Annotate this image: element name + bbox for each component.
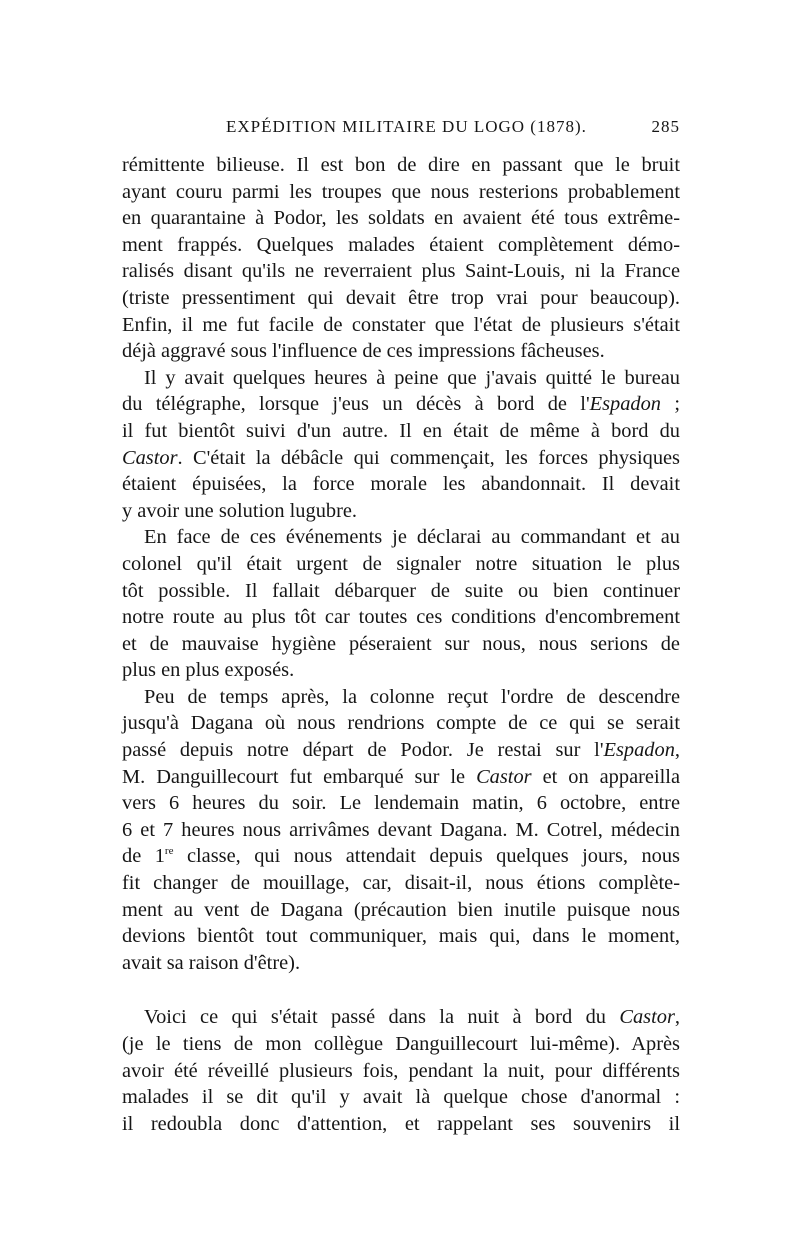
text-line: malades il se dit qu'il y avait là quelque chose d'anormal :	[122, 1086, 680, 1109]
page-number: 285	[651, 117, 680, 136]
paragraph-1	[122, 152, 680, 365]
line-text: M. Danguillecourt fut embarqué sur le	[122, 765, 477, 788]
text-line: (je le tiens de mon collègue Danguillecourt lui-même). Après	[122, 1033, 680, 1055]
text-line: et de mauvaise hygiène péseraient sur nous, nous serions de	[122, 632, 680, 655]
text-line: ralisés disant qu'ils ne reverraient plus Saint-Louis, ni la France	[122, 260, 680, 283]
ship-name-espadon: Espadon	[603, 739, 675, 762]
text-line: en quarantaine à Podor, les soldats en avaient été tous extrême-	[122, 207, 680, 230]
text-line: déjà aggravé sous l'influence de ces impressions fâcheuses.	[122, 340, 605, 363]
text-line: tôt possible. Il fallait débarquer de suite ou bien continuer	[122, 579, 680, 602]
paragraph-4	[122, 684, 680, 977]
page-body	[122, 152, 680, 1137]
line-text: passé depuis notre départ de Podor. Je restai sur l'	[122, 739, 604, 762]
running-header	[122, 117, 680, 141]
text-line: y avoir une solution lugubre.	[122, 499, 358, 522]
paragraph-2	[122, 365, 680, 525]
line-text: de 1	[122, 845, 165, 868]
text-line: devions bientôt tout communiquer, mais qui, dans le moment,	[122, 925, 680, 948]
line-text: du télégraphe, lorsque j'eus un décès à bord de l'	[122, 393, 590, 416]
text-line: 6 et 7 heures nous arrivâmes devant Dagana. M. Cotrel, médecin	[122, 818, 680, 841]
text-line	[122, 391, 680, 418]
line-text: . C'était la débâcle qui commençait, les forces physiques	[177, 446, 680, 469]
line-text: classe, qui nous attendait depuis quelques jours, nous	[173, 845, 680, 868]
text-line: Peu de temps après, la colonne reçut l'ordre de descendre	[144, 685, 680, 708]
text-line	[122, 445, 680, 472]
line-text: et on appareilla	[531, 765, 681, 788]
text-line: Il y avait quelques heures à peine que j'avais quitté le bureau	[144, 366, 680, 389]
text-line	[122, 843, 680, 870]
text-line: colonel qu'il était urgent de signaler notre situation le plus	[122, 552, 680, 575]
text-line: il redoubla donc d'attention, et rappelant ses souvenirs il	[122, 1112, 680, 1135]
line-end: ,	[674, 1006, 680, 1029]
section-gap	[122, 976, 680, 1004]
text-line: rémittente bilieuse. Il est bon de dire en passant que le bruit	[122, 154, 680, 176]
text-line: En face de ces événements je déclarai au commandant et au	[144, 526, 680, 549]
running-title: EXPÉDITION MILITAIRE DU LOGO (1878).	[226, 117, 587, 136]
text-line	[122, 1004, 680, 1031]
text-line: plus en plus exposés.	[122, 659, 295, 682]
text-line	[122, 737, 680, 764]
text-line: notre route au plus tôt car toutes ces conditions d'encombrement	[122, 606, 680, 629]
text-line: il fut bientôt suivi d'un autre. Il en était de même à bord du	[122, 419, 680, 442]
line-text: Voici ce qui s'était passé dans la nuit à bord du	[144, 1006, 620, 1029]
text-line: étaient épuisées, la force morale les abandonnait. Il devait	[122, 473, 680, 496]
text-line: Enfin, il me fut facile de constater que l'état de plusieurs s'était	[122, 313, 680, 336]
paragraph-5	[122, 1004, 680, 1137]
text-line: ment au vent de Dagana (précaution bien inutile puisque nous	[122, 898, 680, 921]
text-line: avoir été réveillé plusieurs fois, pendant la nuit, pour différents	[122, 1059, 680, 1082]
text-line	[122, 764, 680, 791]
text-line: jusqu'à Dagana où nous rendrions compte de ce qui se serait	[122, 712, 680, 735]
line-end: ,	[674, 739, 680, 762]
text-line: vers 6 heures du soir. Le lendemain matin, 6 octobre, entre	[122, 792, 680, 815]
paragraph-3	[122, 524, 680, 684]
ship-name-castor: Castor	[122, 446, 178, 469]
ship-name-espadon: Espadon	[589, 393, 661, 416]
text-line: avait sa raison d'être).	[122, 951, 301, 974]
ship-name-castor: Castor	[476, 765, 532, 788]
ordinal-superscript: re	[164, 845, 174, 858]
text-line: ment frappés. Quelques malades étaient complètement démo-	[122, 233, 680, 256]
line-end: ;	[661, 393, 680, 416]
ship-name-castor: Castor	[619, 1006, 675, 1029]
text-line: ayant couru parmi les troupes que nous resterions probablement	[122, 180, 680, 203]
text-line: fit changer de mouillage, car, disait-il, nous étions complète-	[122, 872, 680, 895]
text-line: (triste pressentiment qui devait être trop vrai pour beaucoup).	[122, 286, 680, 309]
